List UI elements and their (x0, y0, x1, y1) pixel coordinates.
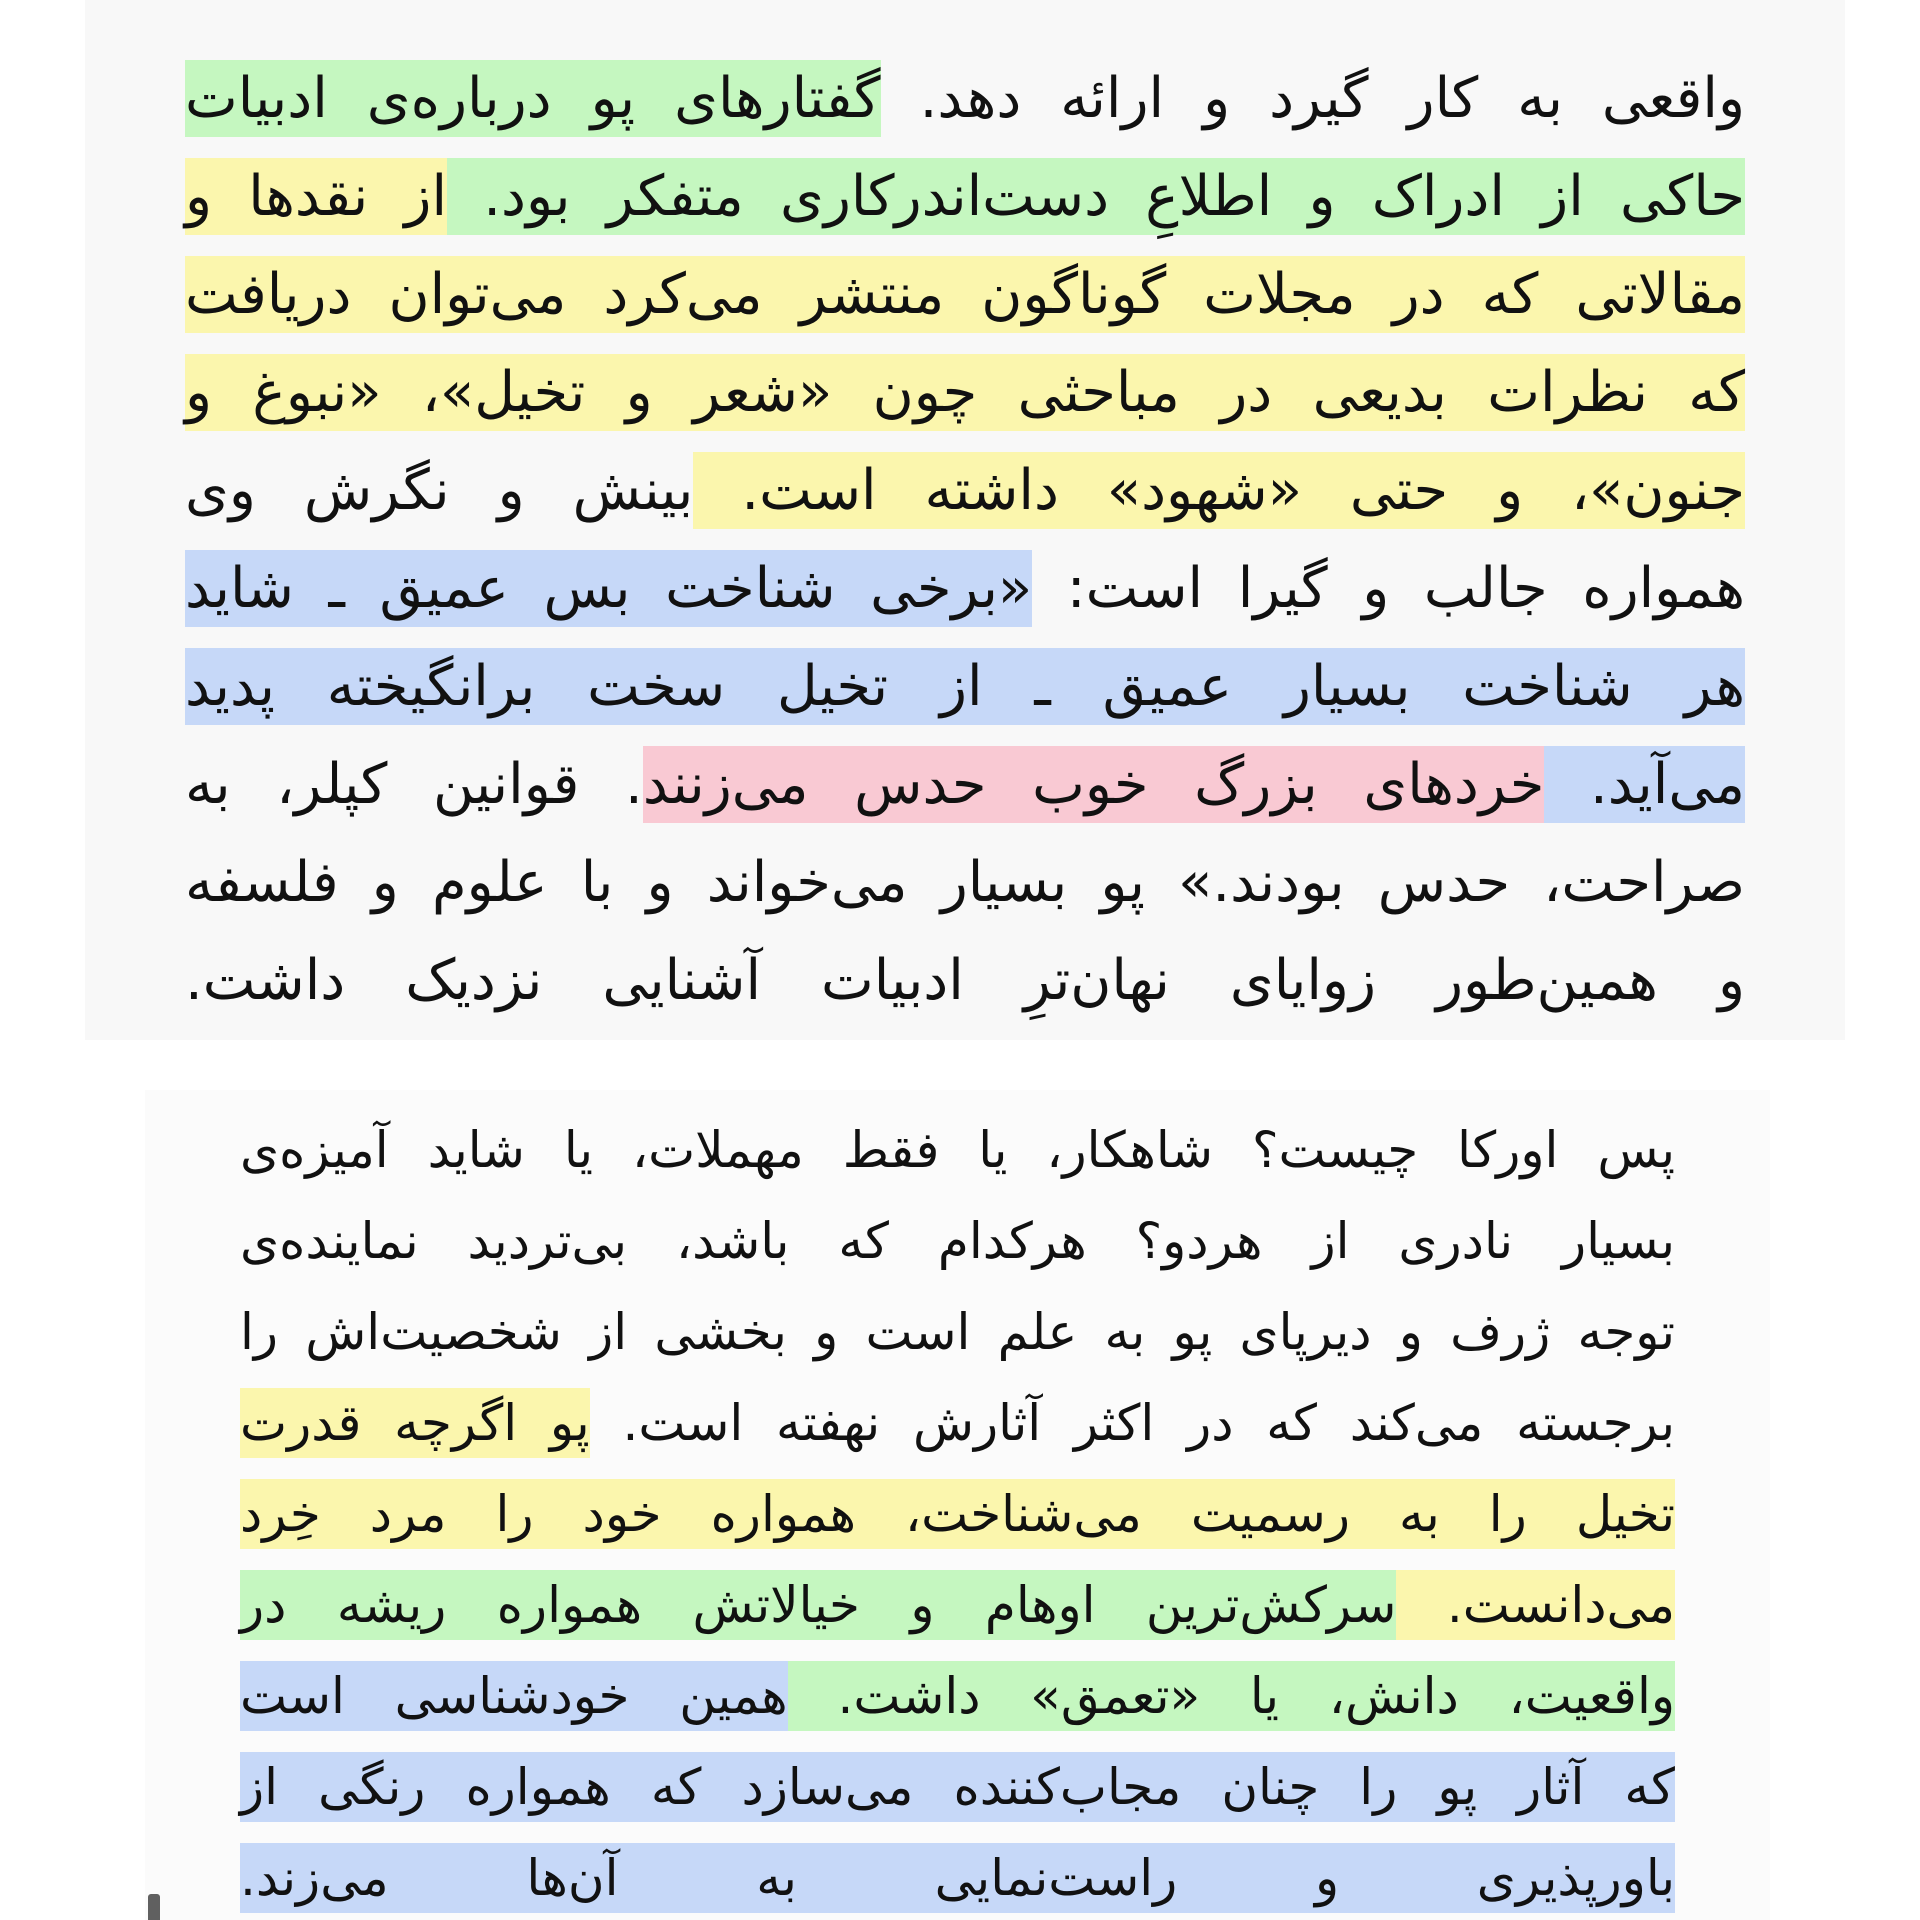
highlighted-text-blue: باورپذیری و راست‌نمایی به آن‌ها می‌زند. (240, 1843, 1675, 1913)
text-line (185, 50, 1745, 148)
text-line (185, 638, 1745, 736)
text-segment: برجسته می‌کند که در اکثر آثارش نهفته است. (589, 1394, 1675, 1452)
highlighted-text-blue: می‌آید. (1544, 746, 1745, 823)
text-segment: واقعی به کار گیرد و ارائه دهد. (880, 66, 1745, 131)
text-line (185, 736, 1745, 834)
highlighted-text-yellow: می‌دانست. (1396, 1570, 1675, 1640)
text-line (185, 344, 1745, 442)
text-line (185, 834, 1745, 932)
text-line (240, 1833, 1675, 1920)
highlighted-text-pink: خردهای بزرگ خوب حدس می‌زنند (643, 746, 1544, 823)
text-segment: بسیار نادری از هردو؟ هرکدام که باشد، بی‌تردید نماینده‌ی (240, 1212, 1675, 1270)
text-line (240, 1287, 1675, 1378)
highlighted-text-green: واقعیت، دانش، یا «تعمق» داشت. (788, 1661, 1675, 1731)
text-segment: بینش و نگرش وی (185, 458, 694, 523)
highlighted-text-yellow: جنون»، و حتی «شهود» داشته است. (693, 452, 1745, 529)
highlighted-text-yellow: پو اگرچه قدرت (240, 1388, 590, 1458)
text-line (185, 148, 1745, 246)
excerpt-panel-1 (85, 0, 1845, 1040)
text-line (240, 1469, 1675, 1560)
highlighted-text-yellow: تخیل را به رسمیت می‌شناخت، همواره خود را مرد خِرد (240, 1479, 1675, 1549)
text-segment: و همین‌طور زوایای نهان‌ترِ ادبیات آشنایی نزدیک داشت. (185, 948, 1745, 1013)
highlighted-text-green: گفتارهای پو درباره‌ی ادبیات (185, 60, 881, 137)
highlighted-text-green: حاکی از ادراک و اطلاعِ دست‌اندرکاری متفکر بود. (447, 158, 1745, 235)
text-segment: صراحت، حدس بودند.» پو بسیار می‌خواند و با علوم و فلسفه (185, 850, 1745, 915)
page-edge-marker (148, 1894, 160, 1920)
text-line (240, 1651, 1675, 1742)
text-line (185, 540, 1745, 638)
excerpt-2-text (240, 1105, 1675, 1920)
highlighted-text-blue: همین خودشناسی است (240, 1661, 788, 1731)
text-line (240, 1196, 1675, 1287)
highlighted-text-yellow: مقالاتی که در مجلات گوناگون منتشر می‌کرد می‌توان دریافت (185, 256, 1745, 333)
text-line (240, 1105, 1675, 1196)
text-segment: پس اورکا چیست؟ شاهکار، یا فقط مهملات، یا شاید آمیزه‌ی (240, 1121, 1675, 1179)
text-segment: . قوانین کپلر، به (185, 752, 643, 817)
text-line (185, 442, 1745, 540)
text-line (240, 1742, 1675, 1833)
highlighted-text-blue: که آثار پو را چنان مجاب‌کننده می‌سازد که همواره رنگی از (240, 1752, 1675, 1822)
text-line (240, 1560, 1675, 1651)
highlighted-text-green: سرکش‌ترین اوهام و خیالاتش همواره ریشه در (240, 1570, 1396, 1640)
text-segment: همواره جالب و گیرا است: (1032, 556, 1745, 621)
text-segment: توجه ژرف و دیرپای پو به علم است و بخشی از شخصیت‌اش را (240, 1303, 1675, 1361)
highlighted-text-blue: «برخی شناخت بس عمیق ـ شاید (185, 550, 1032, 627)
highlighted-text-blue: هر شناخت بسیار عمیق ـ از تخیل سخت برانگیخته پدید (185, 648, 1745, 725)
highlighted-text-yellow: که نظرات بدیعی در مباحثی چون «شعر و تخیل»، «نبوغ و (185, 354, 1745, 431)
text-line (240, 1378, 1675, 1469)
excerpt-panel-2 (145, 1090, 1770, 1920)
highlighted-text-yellow: از نقدها و (185, 158, 447, 235)
text-line (185, 932, 1745, 1030)
text-line (185, 246, 1745, 344)
excerpt-1-text (185, 50, 1745, 1030)
